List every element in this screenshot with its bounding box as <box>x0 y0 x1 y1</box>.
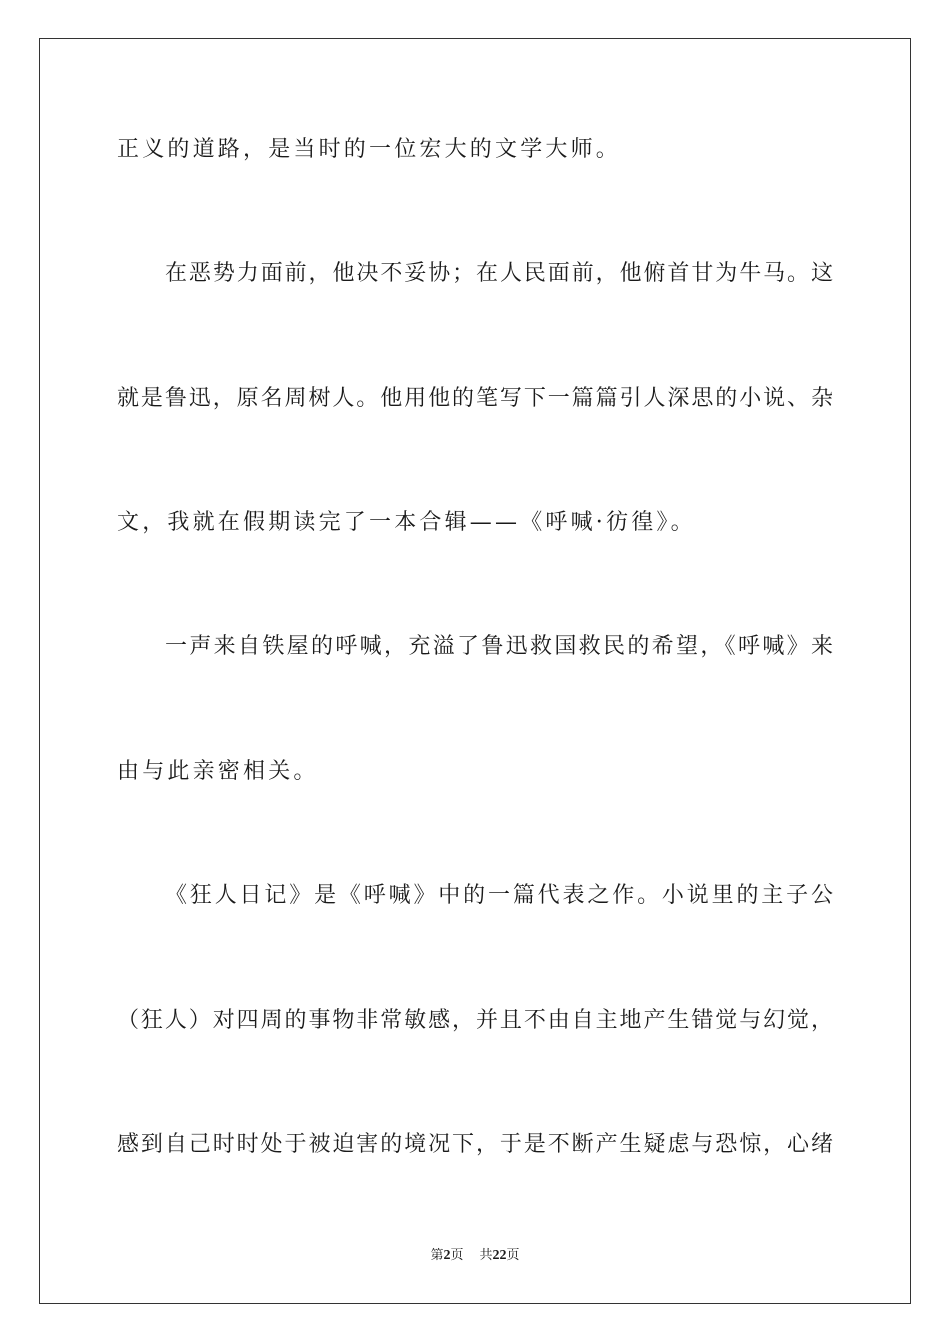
page-prefix: 第 <box>430 1248 444 1263</box>
page-suffix: 页 <box>450 1248 464 1263</box>
total-prefix: 共 <box>479 1248 493 1263</box>
total-pages: 22 <box>492 1248 507 1263</box>
page-number: 2 <box>443 1248 451 1263</box>
total-suffix: 页 <box>506 1248 520 1263</box>
page-footer <box>0 1247 950 1265</box>
text-line-9: 感到自己时时处于被迫害的境况下，于是不断产生疑虑与恐惊，心绪 <box>117 1132 833 1157</box>
text-line-2: 在恶势力面前，他决不妥协；在人民面前，他俯首甘为牛马。这 <box>165 261 833 286</box>
text-line-3: 就是鲁迅，原名周树人。他用他的笔写下一篇篇引人深思的小说、杂 <box>117 386 833 411</box>
text-line-4: 文，我就在假期读完了一本合辑——《呼喊·彷徨》。 <box>117 510 696 535</box>
text-line-5: 一声来自铁屋的呼喊，充溢了鲁迅救国救民的希望，《呼喊》来 <box>165 634 833 659</box>
text-line-8: （狂人）对四周的事物非常敏感，并且不由自主地产生错觉与幻觉， <box>117 1008 833 1033</box>
text-line-6: 由与此亲密相关。 <box>117 759 319 784</box>
text-line-7: 《狂人日记》是《呼喊》中的一篇代表之作。小说里的主子公 <box>165 883 833 908</box>
text-line-1: 正义的道路，是当时的一位宏大的文学大师。 <box>117 137 622 162</box>
page-frame <box>39 38 911 1304</box>
